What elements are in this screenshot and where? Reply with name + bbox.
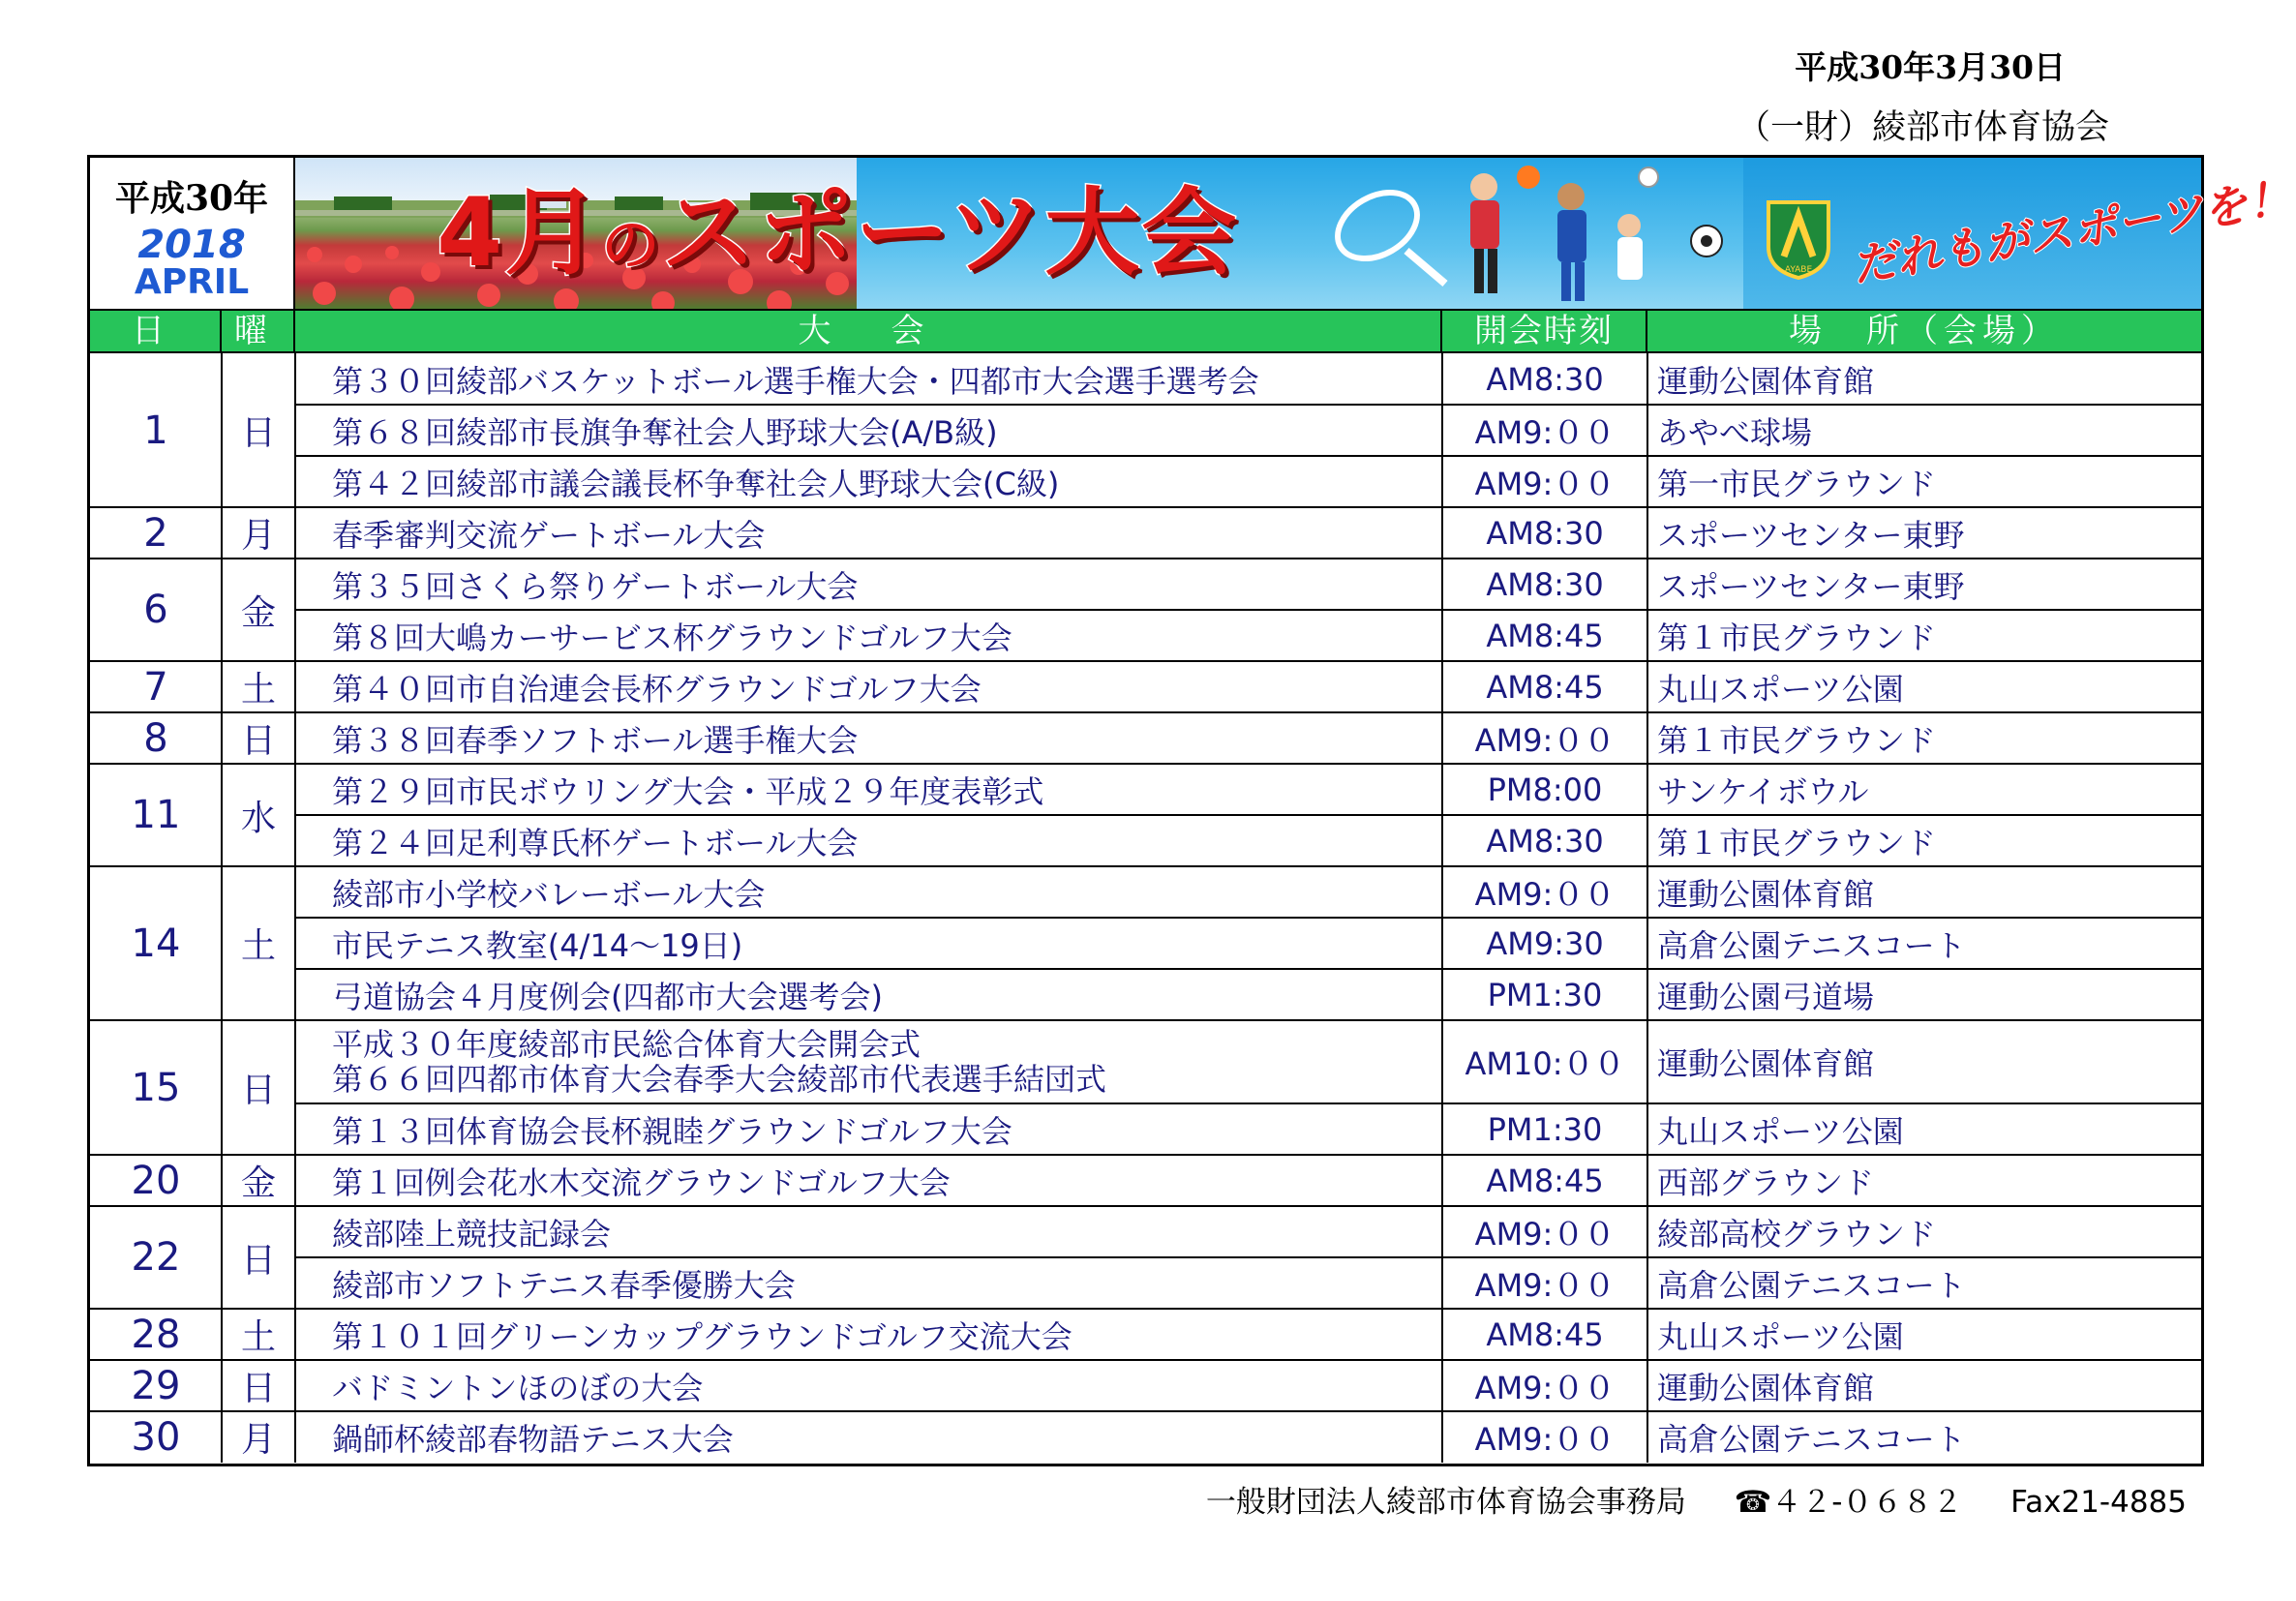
sports-players-icon bbox=[1300, 158, 1745, 309]
day-cell: 1 bbox=[143, 408, 168, 453]
event-name-cell: 弓道協会４月度例会(四都市大会選考会) bbox=[332, 978, 883, 1015]
event-name-cell: 第８回大嶋カーサービス杯グラウンドゴルフ大会 bbox=[332, 619, 1012, 656]
volleyball-icon bbox=[1639, 167, 1658, 187]
header-event: 大 会 bbox=[295, 311, 1442, 351]
event-venue-cell: 運動公園弓道場 bbox=[1657, 978, 1875, 1015]
event-time-cell: AM9:００ bbox=[1474, 1369, 1616, 1406]
row-divider bbox=[90, 1154, 2201, 1156]
row-divider bbox=[90, 1205, 2201, 1207]
header-day: 日 bbox=[90, 311, 222, 351]
event-time-cell: PM1:30 bbox=[1487, 1110, 1603, 1148]
event-time-cell: AM8:30 bbox=[1486, 360, 1604, 398]
basketball-icon bbox=[1517, 166, 1540, 189]
header-date: 平成30年3月30日 bbox=[1795, 48, 2066, 86]
event-venue-cell: 綾部高校グラウンド bbox=[1657, 1215, 1937, 1253]
event-name-cell: 第４０回市自治連会長杯グラウンドゴルフ大会 bbox=[332, 670, 982, 708]
row-divider bbox=[295, 917, 2201, 919]
row-divider bbox=[90, 1308, 2201, 1310]
event-name-cell: 第１回例会花水木交流グラウンドゴルフ大会 bbox=[332, 1163, 951, 1201]
weekday-cell: 日 bbox=[240, 413, 276, 453]
header-organization: （一財）綾部市体育協会 bbox=[1736, 108, 2109, 147]
event-name-cell: 第６８回綾部市長旗争奪社会人野球大会(A/B級) bbox=[332, 413, 998, 451]
event-time-cell: AM10:００ bbox=[1465, 1045, 1625, 1082]
header-venue: 場 所（会場） bbox=[1789, 312, 2060, 350]
tennis-racket-icon bbox=[1326, 179, 1445, 284]
banner-year-box bbox=[90, 158, 295, 309]
row-divider bbox=[295, 609, 2201, 611]
event-venue-cell: 第一市民グラウンド bbox=[1657, 465, 1937, 502]
event-name-cell: 第２４回足利尊氏杯ゲートボール大会 bbox=[332, 824, 859, 861]
event-name-cell: 鍋師杯綾部春物語テニス大会 bbox=[332, 1420, 734, 1458]
day-cell: 28 bbox=[131, 1312, 181, 1357]
row-divider bbox=[90, 1019, 2201, 1021]
event-name-cell: 綾部陸上競技記録会 bbox=[332, 1215, 612, 1253]
row-divider bbox=[90, 660, 2201, 662]
weekday-cell: 日 bbox=[240, 1071, 276, 1110]
footer-office: 一般財団法人綾部市体育協会事務局 bbox=[1205, 1485, 1686, 1520]
banner-title-month: 4月 bbox=[437, 178, 602, 288]
row-divider bbox=[90, 865, 2201, 867]
weekday-cell: 金 bbox=[240, 1163, 276, 1203]
event-name-cell: 第１０１回グリーンカップグラウンドゴルフ交流大会 bbox=[332, 1317, 1072, 1355]
weekday-cell: 日 bbox=[240, 1240, 276, 1281]
event-name-line: 第６６回四都市体育大会春季大会綾部市代表選手結団式 bbox=[332, 1061, 1107, 1098]
row-divider bbox=[90, 711, 2201, 713]
footer bbox=[1206, 1477, 2187, 1521]
day-cell: 30 bbox=[131, 1414, 181, 1460]
event-time-cell: PM8:00 bbox=[1487, 770, 1603, 808]
event-venue-cell: 運動公園体育館 bbox=[1657, 1045, 1875, 1082]
event-name-cell: 綾部市ソフトテニス春季優勝大会 bbox=[332, 1266, 796, 1304]
row-divider bbox=[295, 404, 2201, 406]
banner-title-rest: スポーツ大会 bbox=[661, 178, 1239, 288]
ayabe-emblem-icon bbox=[1765, 198, 1832, 280]
weekday-cell: 金 bbox=[240, 592, 276, 633]
weekday-cell: 月 bbox=[240, 1420, 276, 1460]
event-name-cell bbox=[295, 1020, 1442, 1103]
column-divider bbox=[1441, 353, 1443, 1463]
row-divider bbox=[90, 1410, 2201, 1412]
event-venue-cell: 運動公園体育館 bbox=[1657, 1369, 1875, 1406]
header-weekday: 曜 bbox=[222, 311, 295, 351]
event-venue-cell: 第１市民グラウンド bbox=[1657, 619, 1937, 656]
event-time-cell: AM8:45 bbox=[1486, 1162, 1604, 1199]
slogan-area bbox=[1743, 158, 2296, 309]
day-cell: 20 bbox=[131, 1158, 181, 1203]
row-divider bbox=[90, 763, 2201, 765]
event-venue-cell: 西部グラウンド bbox=[1657, 1163, 1875, 1201]
event-name-cell: 綾部市小学校バレーボール大会 bbox=[332, 875, 766, 913]
event-name-cell: 市民テニス教室(4/14～19日) bbox=[332, 926, 743, 964]
column-divider bbox=[1646, 353, 1648, 1463]
event-time-cell: AM8:30 bbox=[1486, 565, 1604, 603]
event-venue-cell: 第１市民グラウンド bbox=[1657, 824, 1937, 861]
row-divider bbox=[295, 455, 2201, 457]
event-venue-cell: サンケイボウル bbox=[1657, 772, 1869, 810]
event-name-cell: 第２９回市民ボウリング大会・平成２９年度表彰式 bbox=[332, 772, 1044, 810]
event-name-cell: 第３０回綾部バスケットボール選手権大会・四都市大会選手選考会 bbox=[332, 362, 1259, 400]
day-cell: 22 bbox=[131, 1235, 181, 1280]
event-time-cell: PM1:30 bbox=[1487, 976, 1603, 1013]
event-name-cell: 第１３回体育協会長杯親睦グラウンドゴルフ大会 bbox=[332, 1112, 1012, 1150]
event-venue-cell: 運動公園体育館 bbox=[1657, 362, 1875, 400]
athletes-icon bbox=[1470, 173, 1643, 301]
banner-month: APRIL bbox=[134, 262, 250, 302]
weekday-cell: 日 bbox=[240, 721, 276, 761]
event-name-cell: バドミントンほのぼの大会 bbox=[332, 1369, 704, 1406]
weekday-cell: 月 bbox=[240, 516, 276, 556]
event-time-cell: AM9:００ bbox=[1474, 875, 1616, 913]
banner-era-year: 平成30年 bbox=[114, 178, 269, 219]
weekday-cell: 土 bbox=[240, 926, 276, 966]
row-divider bbox=[295, 1256, 2201, 1258]
event-venue-cell: スポーツセンター東野 bbox=[1657, 567, 1965, 605]
event-time-cell: AM9:００ bbox=[1474, 465, 1616, 502]
column-divider bbox=[294, 353, 296, 1463]
day-cell: 2 bbox=[143, 510, 168, 556]
table-header-row bbox=[90, 309, 2201, 353]
schedule-frame bbox=[87, 155, 2296, 1466]
event-name-cell: 春季審判交流ゲートボール大会 bbox=[332, 516, 766, 554]
event-venue-cell: あやべ球場 bbox=[1657, 413, 1813, 451]
event-time-cell: AM8:30 bbox=[1486, 514, 1604, 552]
event-venue-cell: 丸山スポーツ公園 bbox=[1657, 670, 1904, 708]
day-cell: 7 bbox=[143, 664, 168, 710]
event-time-cell: AM8:45 bbox=[1486, 617, 1604, 654]
header-time: 開会時刻 bbox=[1442, 311, 1647, 351]
weekday-cell: 土 bbox=[240, 1317, 276, 1357]
event-time-cell: AM8:45 bbox=[1486, 668, 1604, 706]
weekday-cell: 土 bbox=[240, 670, 276, 710]
event-name-line: 平成３０年度綾部市民総合体育大会開会式 bbox=[332, 1026, 921, 1063]
footer-tel: ☎４２-０６８２ bbox=[1734, 1485, 1963, 1520]
row-divider bbox=[90, 1359, 2201, 1361]
row-divider bbox=[295, 1103, 2201, 1104]
weekday-cell: 日 bbox=[240, 1369, 276, 1408]
day-cell: 11 bbox=[131, 793, 181, 837]
banner bbox=[90, 158, 2296, 309]
row-divider bbox=[295, 968, 2201, 970]
emblem-text: AYABE bbox=[1784, 265, 1813, 275]
day-cell: 15 bbox=[131, 1065, 181, 1110]
day-cell: 14 bbox=[131, 921, 181, 966]
event-time-cell: AM9:30 bbox=[1486, 924, 1604, 962]
event-time-cell: AM9:００ bbox=[1474, 1215, 1616, 1253]
row-divider bbox=[90, 558, 2201, 559]
event-time-cell: AM9:００ bbox=[1474, 413, 1616, 451]
event-venue-cell: 丸山スポーツ公園 bbox=[1657, 1317, 1904, 1355]
day-cell: 8 bbox=[143, 715, 168, 761]
schedule-table-body bbox=[90, 353, 2201, 1463]
event-time-cell: AM9:００ bbox=[1474, 1420, 1616, 1458]
banner-title-no: の bbox=[601, 212, 662, 280]
event-time-cell: AM8:45 bbox=[1486, 1315, 1604, 1353]
event-venue-cell: 高倉公園テニスコート bbox=[1657, 1266, 1966, 1304]
soccer-ball-icon bbox=[1691, 226, 1722, 257]
event-time-cell: AM8:30 bbox=[1486, 822, 1604, 860]
event-venue-cell: 高倉公園テニスコート bbox=[1657, 926, 1966, 964]
event-venue-cell: 運動公園体育館 bbox=[1657, 875, 1875, 913]
day-cell: 29 bbox=[131, 1363, 181, 1408]
footer-fax: Fax21-4885 bbox=[2010, 1485, 2187, 1520]
event-name-cell: 第３５回さくら祭りゲートボール大会 bbox=[332, 567, 859, 605]
event-name-cell: 第３８回春季ソフトボール選手権大会 bbox=[332, 721, 859, 759]
column-divider bbox=[221, 353, 223, 1463]
day-cell: 6 bbox=[143, 588, 168, 632]
event-venue-cell: スポーツセンター東野 bbox=[1657, 516, 1965, 554]
event-venue-cell: 第１市民グラウンド bbox=[1657, 721, 1937, 759]
row-divider bbox=[90, 506, 2201, 508]
event-venue-cell: 丸山スポーツ公園 bbox=[1657, 1112, 1904, 1150]
banner-title bbox=[437, 171, 1238, 308]
banner-year: 2018 bbox=[137, 223, 246, 267]
weekday-cell: 水 bbox=[240, 798, 276, 838]
row-divider bbox=[295, 814, 2201, 816]
slogan-text: だれもがスポーツを！ bbox=[1849, 170, 2296, 292]
event-time-cell: AM9:００ bbox=[1474, 721, 1616, 759]
event-venue-cell: 高倉公園テニスコート bbox=[1657, 1420, 1966, 1458]
event-name-cell: 第４２回綾部市議会議長杯争奪社会人野球大会(C級) bbox=[332, 465, 1060, 502]
event-time-cell: AM9:００ bbox=[1474, 1266, 1616, 1304]
